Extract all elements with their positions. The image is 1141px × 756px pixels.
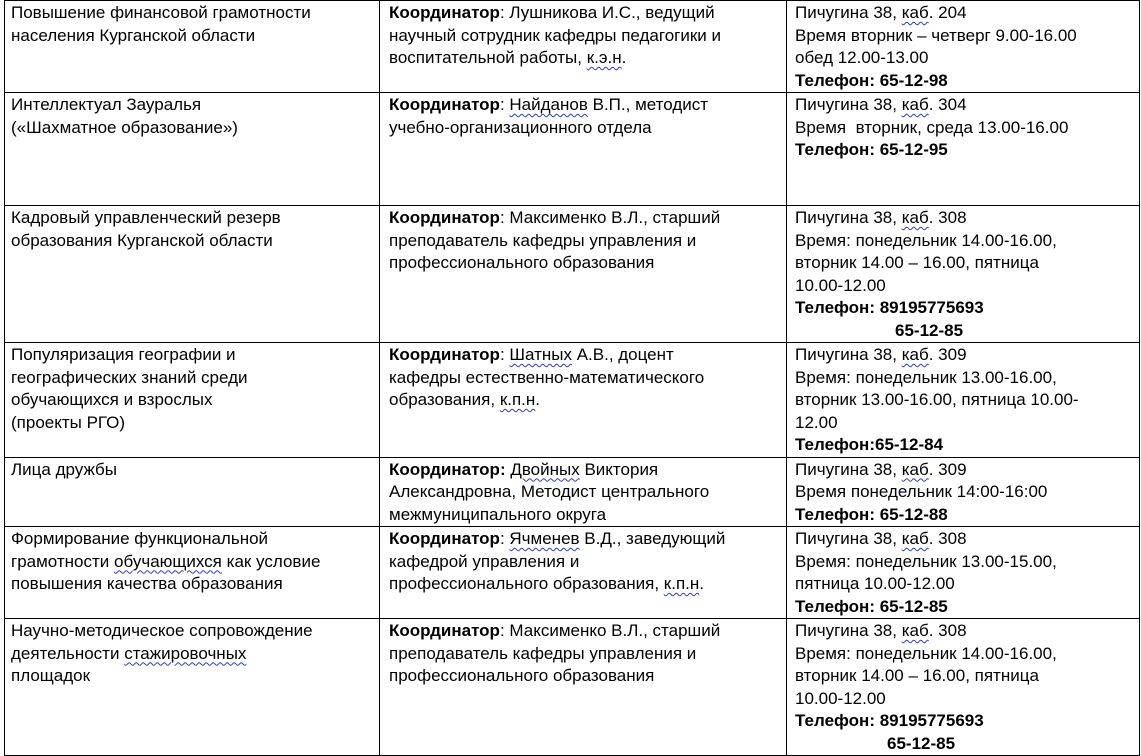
address: Пичугина 38, каб. 308 <box>795 208 967 227</box>
coordinator-label: Координатор <box>389 95 500 114</box>
phone: Телефон: 65-12-98 <box>795 70 948 90</box>
coordinator-label: Координатор <box>389 529 500 548</box>
table-row <box>5 206 1140 343</box>
phone-secondary: 65-12-85 <box>895 320 964 340</box>
coordinator-cell: Координатор: Лушникова И.С., ведущий научный сотрудник кафедры педагогики и воспитательной работы, к.э.н. <box>380 1 787 93</box>
table-row <box>5 1 1140 93</box>
table-row <box>5 619 1140 756</box>
project-cell: Кадровый управленческий резерв образования Курганской области <box>5 206 380 343</box>
project-cell: Повышение финансовой грамотности населения Курганской области <box>5 1 380 93</box>
table-row <box>5 93 1140 206</box>
table-row <box>5 527 1140 619</box>
project-cell: Лица дружбы <box>5 457 380 527</box>
project-cell: Интеллектуал Зауралья («Шахматное образование») <box>5 93 380 206</box>
contact-cell: Пичугина 38, каб. 308 Время: понедельник 13.00-15.00, пятница 10.00-12.00 Телефон: 65-12-85 <box>787 527 1140 619</box>
coordinator-label: Координатор <box>389 621 500 640</box>
table-row <box>5 457 1140 527</box>
contact-cell: Пичугина 38, каб. 204 Время вторник – четверг 9.00-16.00 обед 12.00-13.00 Телефон: 65-12-98 <box>787 1 1140 93</box>
contact-cell: Пичугина 38, каб. 308 Время: понедельник 14.00-16.00, вторник 14.00 – 16.00, пятница 10.00-12.00 Телефон: 89195775693 65-12-85 <box>787 619 1140 756</box>
project-cell: Популяризация географии и географических знаний среди обучающихся и взрослых (проекты РГО) <box>5 343 380 458</box>
contact-cell: Пичугина 38, каб. 309 Время: понедельник 13.00-16.00, вторник 13.00-16.00, пятница 10.00- 12.00 Телефон:65-12-84 <box>787 343 1140 458</box>
address: Пичугина 38, каб. 308 <box>795 621 967 640</box>
address: Пичугина 38, каб. 309 <box>795 459 967 479</box>
phone: Телефон: 65-12-95 <box>795 140 948 159</box>
contact-cell: Пичугина 38, каб. 309 Время понедельник 14:00-16:00 Телефон: 65-12-88 <box>787 457 1140 527</box>
coordinator-label: Координатор: <box>389 459 511 479</box>
coordinator-label: Координатор <box>389 3 500 22</box>
coordinator-cell: Координатор: Максименко В.Л., старший преподаватель кафедры управления и профессионального образования <box>380 619 787 756</box>
address: Пичугина 38, каб. 204 <box>795 3 967 22</box>
coordinator-cell: Координатор: Ячменев В.Д., заведующий кафедрой управления и профессионального образования, к.п.н. <box>380 527 787 619</box>
phone-secondary: 65-12-85 <box>887 733 956 753</box>
address: Пичугина 38, каб. 309 <box>795 345 967 364</box>
project-cell: Научно-методическое сопровождение деятельности стажировочных площадок <box>5 619 380 756</box>
contact-cell: Пичугина 38, каб. 304 Время вторник, среда 13.00-16.00 Телефон: 65-12-95 <box>787 93 1140 206</box>
coordinators-table <box>4 0 1140 756</box>
phone: Телефон:65-12-84 <box>795 435 944 454</box>
phone: Телефон: 65-12-88 <box>795 504 948 524</box>
coordinator-cell: Координатор: Найданов В.П., методист учебно-организационного отдела <box>380 93 787 206</box>
address: Пичугина 38, каб. 308 <box>795 529 967 548</box>
phone: Телефон: 65-12-85 <box>795 596 948 616</box>
table-row <box>5 343 1140 458</box>
phone: Телефон: 89195775693 <box>795 711 984 730</box>
coordinator-cell: Координатор: Шатных А.В., доцент кафедры естественно-математического образования, к.п.н. <box>380 343 787 458</box>
coordinator-cell: Координатор: Двойных Виктория Александровна, Методист центрального межмуниципального округа <box>380 457 787 527</box>
coordinator-cell: Координатор: Максименко В.Л., старший преподаватель кафедры управления и профессионального образования <box>380 206 787 343</box>
coordinator-label: Координатор <box>389 208 500 227</box>
contact-cell: Пичугина 38, каб. 308 Время: понедельник 14.00-16.00, вторник 14.00 – 16.00, пятница 10.00-12.00 Телефон: 89195775693 65-12-85 <box>787 206 1140 343</box>
project-cell: Формирование функциональной грамотности обучающихся как условие повышения качества образования <box>5 527 380 619</box>
phone: Телефон: 89195775693 <box>795 298 984 317</box>
address: Пичугина 38, каб. 304 <box>795 95 967 114</box>
coordinator-label: Координатор <box>389 345 500 364</box>
